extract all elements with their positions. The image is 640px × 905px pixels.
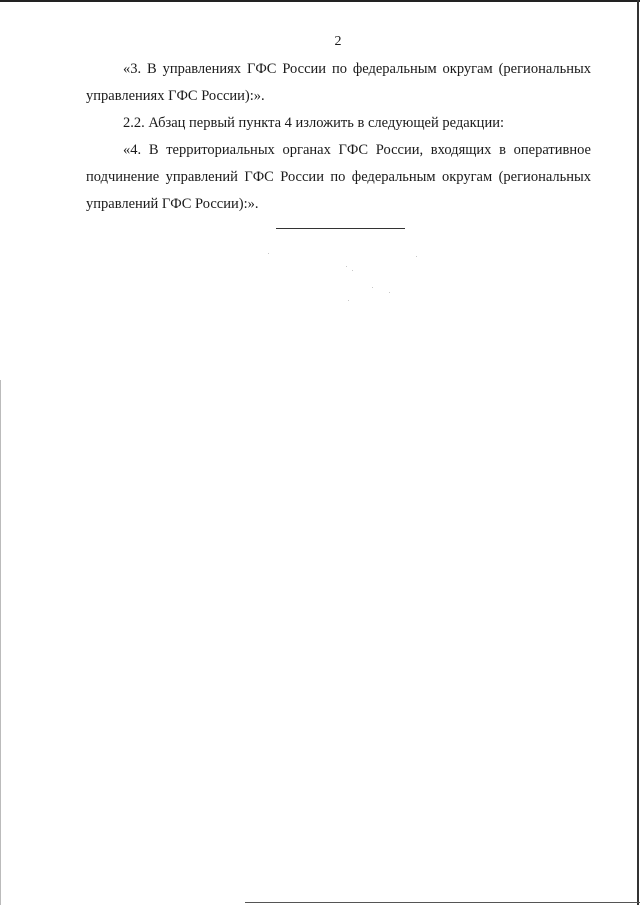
page-number: 2 <box>334 34 342 49</box>
scan-speck <box>346 266 347 267</box>
paragraph-item-3-amendment: «3. В управлениях ГФС России по федеральным округам (региональных управлениях ГФС России):». <box>86 61 591 104</box>
scan-speck <box>372 287 373 288</box>
scan-edge-bottom <box>245 902 640 903</box>
scan-speck <box>416 256 417 257</box>
end-separator-line <box>276 228 405 229</box>
paragraph-2-2-instruction: 2.2. Абзац первый пункта 4 изложить в следующей редакции: <box>123 115 504 131</box>
scan-speck <box>348 300 349 301</box>
scan-speck <box>268 253 269 254</box>
scan-speck <box>389 292 390 293</box>
scan-edge-top <box>0 0 640 2</box>
scan-speck <box>352 270 353 271</box>
paragraph-item-4-amendment: «4. В территориальных органах ГФС России, входящих в оперативное подчинение управлений ГФС России по федеральным округам (региональных управлений ГФС России):». <box>86 142 591 212</box>
scan-edge-left <box>0 380 1 905</box>
scan-edge-right <box>637 0 639 905</box>
document-body <box>86 56 591 218</box>
